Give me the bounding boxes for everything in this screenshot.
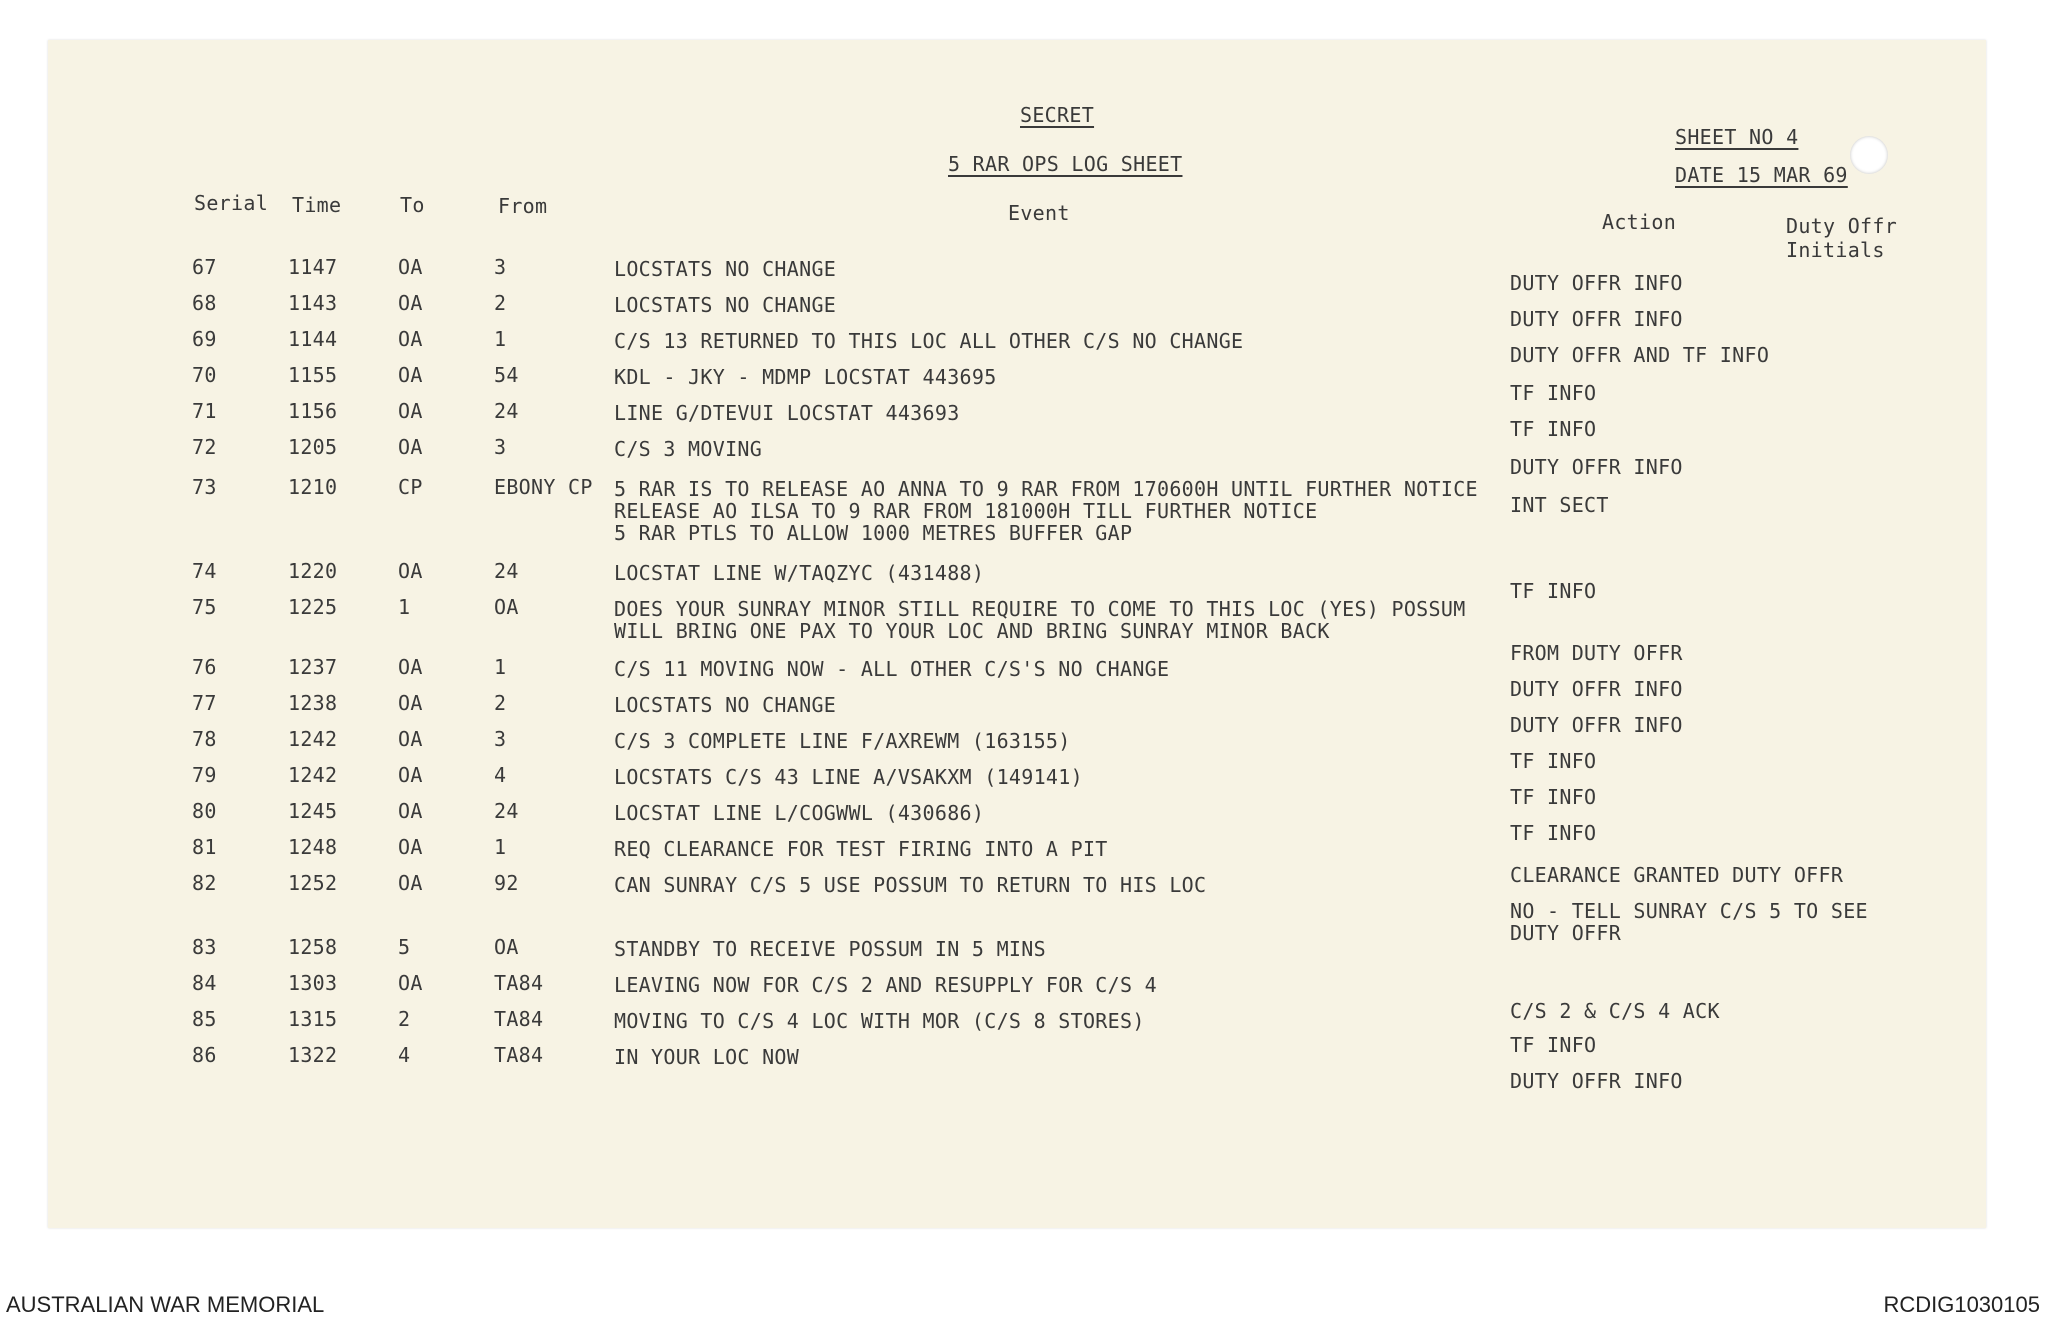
entry-to: 2	[398, 1007, 411, 1031]
entry-from: 3	[494, 727, 507, 751]
serial-number: 73	[192, 475, 217, 499]
event-text: STANDBY TO RECEIVE POSSUM IN 5 MINS	[614, 937, 1046, 961]
sheet-date: DATE 15 MAR 69	[1675, 163, 1848, 187]
col-header-serial: Serial	[194, 191, 269, 215]
entry-from: OA	[494, 935, 519, 959]
entry-from: 1	[494, 327, 507, 351]
event-text: LOCSTAT LINE W/TAQZYC (431488)	[614, 561, 985, 585]
entry-from: 1	[494, 655, 507, 679]
footer-credit: AUSTRALIAN WAR MEMORIAL	[6, 1292, 325, 1317]
entry-from: 1	[494, 835, 507, 859]
event-text: WILL BRING ONE PAX TO YOUR LOC AND BRING SUNRAY MINOR BACK	[614, 619, 1330, 643]
entry-to: OA	[398, 763, 423, 787]
event-text: DOES YOUR SUNRAY MINOR STILL REQUIRE TO COME TO THIS LOC (YES) POSSUM	[614, 597, 1466, 621]
serial-number: 75	[192, 595, 217, 619]
event-text: IN YOUR LOC NOW	[614, 1045, 800, 1069]
entry-from: 3	[494, 435, 507, 459]
entry-from: 2	[494, 691, 507, 715]
action-text: TF INFO	[1510, 579, 1597, 603]
action-text: DUTY OFFR AND TF INFO	[1510, 343, 1770, 367]
event-text: 5 RAR PTLS TO ALLOW 1000 METRES BUFFER GAP	[614, 521, 1133, 545]
entry-to: 1	[398, 595, 411, 619]
entry-to: OA	[398, 655, 423, 679]
action-text: DUTY OFFR INFO	[1510, 307, 1683, 331]
punch-hole	[1850, 136, 1888, 174]
entry-from: TA84	[494, 1007, 544, 1031]
entry-to: OA	[398, 835, 423, 859]
event-text: LOCSTATS NO CHANGE	[614, 693, 837, 717]
event-text: MOVING TO C/S 4 LOC WITH MOR (C/S 8 STORES)	[614, 1009, 1145, 1033]
entry-time: 1220	[288, 559, 338, 583]
entry-time: 1322	[288, 1043, 338, 1067]
col-header-action: Action	[1602, 210, 1677, 234]
action-text: C/S 2 & C/S 4 ACK	[1510, 999, 1720, 1023]
serial-number: 80	[192, 799, 217, 823]
entry-from: TA84	[494, 1043, 544, 1067]
entry-to: OA	[398, 291, 423, 315]
entry-from: 2	[494, 291, 507, 315]
event-text: LINE G/DTEVUI LOCSTAT 443693	[614, 401, 960, 425]
action-text: DUTY OFFR INFO	[1510, 455, 1683, 479]
sheet-number: SHEET NO 4	[1675, 125, 1799, 149]
entry-time: 1225	[288, 595, 338, 619]
event-text: C/S 13 RETURNED TO THIS LOC ALL OTHER C/S NO CHANGE	[614, 329, 1244, 353]
action-text: FROM DUTY OFFR	[1510, 641, 1683, 665]
action-text: DUTY OFFR INFO	[1510, 677, 1683, 701]
event-text: REQ CLEARANCE FOR TEST FIRING INTO A PIT	[614, 837, 1108, 861]
entry-time: 1245	[288, 799, 338, 823]
entry-time: 1156	[288, 399, 338, 423]
action-text: CLEARANCE GRANTED DUTY OFFR	[1510, 863, 1844, 887]
entry-from: 3	[494, 255, 507, 279]
action-text: DUTY OFFR INFO	[1510, 713, 1683, 737]
event-text: LOCSTATS C/S 43 LINE A/VSAKXM (149141)	[614, 765, 1083, 789]
action-text: TF INFO	[1510, 785, 1597, 809]
entry-from: 24	[494, 799, 519, 823]
serial-number: 79	[192, 763, 217, 787]
serial-number: 84	[192, 971, 217, 995]
entry-time: 1315	[288, 1007, 338, 1031]
serial-number: 70	[192, 363, 217, 387]
entry-from: TA84	[494, 971, 544, 995]
serial-number: 71	[192, 399, 217, 423]
entry-to: 5	[398, 935, 411, 959]
event-text: LOCSTATS NO CHANGE	[614, 257, 837, 281]
entry-time: 1242	[288, 763, 338, 787]
event-text: LOCSTATS NO CHANGE	[614, 293, 837, 317]
action-text: DUTY OFFR INFO	[1510, 271, 1683, 295]
entry-time: 1242	[288, 727, 338, 751]
entry-time: 1238	[288, 691, 338, 715]
entry-from: 92	[494, 871, 519, 895]
action-text: TF INFO	[1510, 1033, 1597, 1057]
serial-number: 69	[192, 327, 217, 351]
entry-to: CP	[398, 475, 423, 499]
action-text: TF INFO	[1510, 749, 1597, 773]
entry-to: 4	[398, 1043, 411, 1067]
entry-time: 1248	[288, 835, 338, 859]
serial-number: 83	[192, 935, 217, 959]
entry-to: OA	[398, 363, 423, 387]
entry-from: 54	[494, 363, 519, 387]
col-header-event: Event	[1008, 201, 1070, 225]
entry-time: 1205	[288, 435, 338, 459]
entry-time: 1252	[288, 871, 338, 895]
event-text: KDL - JKY - MDMP LOCSTAT 443695	[614, 365, 997, 389]
serial-number: 74	[192, 559, 217, 583]
entry-from: EBONY CP	[494, 475, 593, 499]
action-text: DUTY OFFR	[1510, 921, 1622, 945]
footer-reference: RCDIG1030105	[1883, 1292, 2040, 1317]
serial-number: 67	[192, 255, 217, 279]
entry-to: OA	[398, 559, 423, 583]
entry-time: 1237	[288, 655, 338, 679]
event-text: LEAVING NOW FOR C/S 2 AND RESUPPLY FOR C/S 4	[614, 973, 1158, 997]
entry-time: 1143	[288, 291, 338, 315]
entry-from: 24	[494, 399, 519, 423]
serial-number: 85	[192, 1007, 217, 1031]
serial-number: 81	[192, 835, 217, 859]
entry-to: OA	[398, 255, 423, 279]
event-text: C/S 3 MOVING	[614, 437, 763, 461]
entry-time: 1147	[288, 255, 338, 279]
classification-heading: SECRET	[1020, 103, 1095, 127]
entry-to: OA	[398, 727, 423, 751]
col-header-time: Time	[292, 193, 342, 217]
entry-time: 1303	[288, 971, 338, 995]
action-text: TF INFO	[1510, 821, 1597, 845]
entry-from: OA	[494, 595, 519, 619]
action-text: TF INFO	[1510, 417, 1597, 441]
event-text: C/S 3 COMPLETE LINE F/AXREWM (163155)	[614, 729, 1071, 753]
entry-from: 4	[494, 763, 507, 787]
entry-time: 1210	[288, 475, 338, 499]
entry-time: 1258	[288, 935, 338, 959]
page-title: 5 RAR OPS LOG SHEET	[948, 152, 1183, 176]
col-header-from: From	[498, 194, 548, 218]
entry-time: 1144	[288, 327, 338, 351]
col-header-initials: Initials	[1786, 238, 1885, 262]
entry-to: OA	[398, 435, 423, 459]
serial-number: 76	[192, 655, 217, 679]
col-header-duty-offr: Duty Offr	[1786, 214, 1898, 238]
serial-number: 78	[192, 727, 217, 751]
action-text: DUTY OFFR INFO	[1510, 1069, 1683, 1093]
entry-to: OA	[398, 971, 423, 995]
serial-number: 77	[192, 691, 217, 715]
event-text: 5 RAR IS TO RELEASE AO ANNA TO 9 RAR FROM 170600H UNTIL FURTHER NOTICE	[614, 477, 1478, 501]
col-header-to: To	[400, 193, 425, 217]
entry-to: OA	[398, 399, 423, 423]
action-text: INT SECT	[1510, 493, 1609, 517]
action-text: NO - TELL SUNRAY C/S 5 TO SEE	[1510, 899, 1868, 923]
serial-number: 82	[192, 871, 217, 895]
serial-number: 68	[192, 291, 217, 315]
event-text: CAN SUNRAY C/S 5 USE POSSUM TO RETURN TO HIS LOC	[614, 873, 1207, 897]
entry-to: OA	[398, 799, 423, 823]
event-text: RELEASE AO ILSA TO 9 RAR FROM 181000H TILL FURTHER NOTICE	[614, 499, 1318, 523]
entry-from: 24	[494, 559, 519, 583]
serial-number: 72	[192, 435, 217, 459]
event-text: C/S 11 MOVING NOW - ALL OTHER C/S'S NO CHANGE	[614, 657, 1170, 681]
entry-to: OA	[398, 871, 423, 895]
entry-to: OA	[398, 327, 423, 351]
action-text: TF INFO	[1510, 381, 1597, 405]
event-text: LOCSTAT LINE L/COGWWL (430686)	[614, 801, 985, 825]
serial-number: 86	[192, 1043, 217, 1067]
entry-time: 1155	[288, 363, 338, 387]
entry-to: OA	[398, 691, 423, 715]
